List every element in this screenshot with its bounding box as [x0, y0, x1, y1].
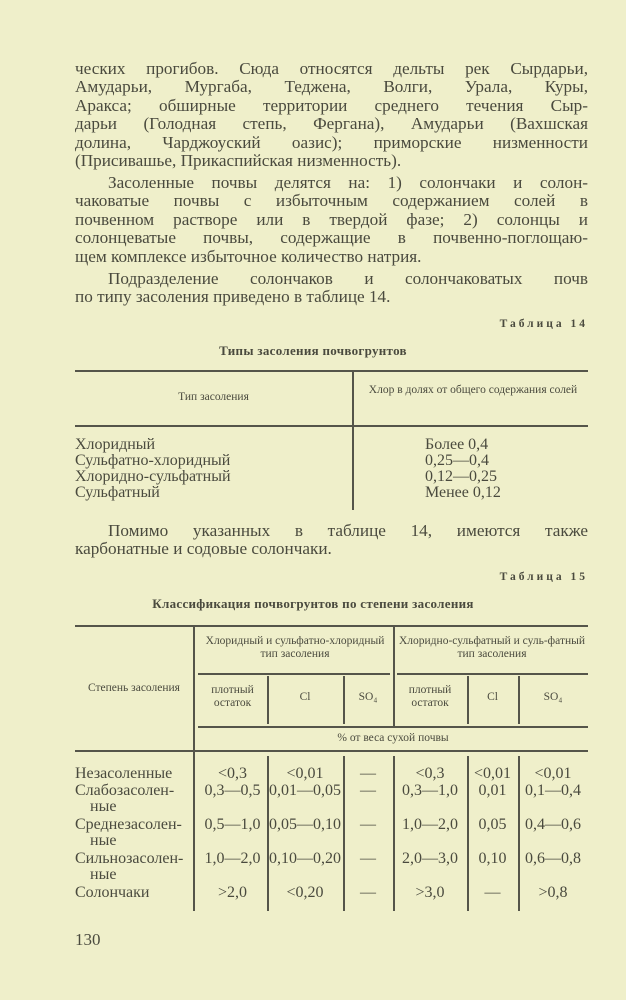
paragraph-2-line: солонцеватые почвы, содержащие в почвенно-поглощаю-: [75, 228, 588, 248]
table-14-top-rule: [75, 370, 588, 372]
table-15-cell: 0,10: [478, 850, 507, 867]
table-15-group-header: Хлоридный и сульфатно-хлоридный тип засоления: [205, 635, 385, 660]
table-15-cell: 0,01: [478, 782, 507, 799]
table-15-cell: <0,3: [415, 765, 445, 782]
paragraph-1-line: (Присивашье, Прикаспийская низменность).: [75, 151, 402, 170]
table-15-cell: 1,0—2,0: [204, 850, 261, 867]
paragraph-2-line: чаковатые почвы с избыточным содержанием солей в: [75, 191, 588, 211]
table-15-cell: 0,5—1,0: [204, 816, 261, 833]
table-15-row-label: Незасоленные: [75, 765, 173, 782]
table-15-subheader: SO₄: [543, 691, 563, 703]
table-15-group-header: Хлоридно-сульфатный и суль-фатный тип засоления: [398, 635, 586, 660]
table-15-divider: [393, 676, 395, 724]
table-15-cell: <0,3: [217, 765, 248, 782]
paragraph-2-line: почвенном растворе или в твердой фазе; 2) солонцы и: [75, 209, 588, 229]
paragraph-3-line: Подразделение солончаков и солончаковатых почв: [108, 269, 588, 288]
table-14-cell: Хлоридный: [75, 436, 156, 453]
table-15-cell: <0,20: [286, 884, 324, 901]
paragraph-1-line: Аракса; обширные территории среднего течения Сыр-: [75, 95, 588, 115]
table-15-unit: % от веса сухой почвы: [337, 732, 449, 744]
table-15-row-label: ные: [90, 832, 117, 849]
table-15-divider: [518, 676, 520, 724]
table-14-caption: Таблица 14: [499, 318, 588, 330]
paragraph-1-line: ческих прогибов. Сюда относятся дельты рек Сырдарьи,: [75, 59, 588, 78]
paragraph-1-line: дарьи (Голодная степь, Фергана), Амударьи (Вахшская: [75, 114, 588, 134]
paragraph-4-line: карбонатные и содовые солончаки.: [75, 539, 332, 559]
table-15-cell: <0,01: [473, 765, 512, 782]
table-15-cell: —: [360, 850, 376, 867]
table-15-cell: <0,01: [286, 765, 324, 782]
table-15-sub-rule: [397, 673, 588, 675]
table-15-cell: 0,3—0,5: [204, 782, 261, 799]
table-15-cell: 1,0—2,0: [402, 816, 458, 833]
table-15-caption: Таблица 15: [499, 571, 588, 583]
table-15-cell: 0,1—0,4: [525, 782, 581, 799]
table-15-unit-rule: [198, 726, 588, 728]
table-15-cell: 0,05—0,10: [269, 816, 341, 833]
table-15-subheader: плотный остаток: [211, 684, 254, 709]
table-15-subheader: Cl: [487, 691, 498, 703]
table-15-cell: —: [360, 816, 376, 833]
paragraph-4-line: Помимо указанных в таблице 14, имеются также: [108, 521, 588, 540]
table-15-title: Классификация почвогрунтов по степени засоления: [152, 596, 474, 611]
table-15-cell: —: [360, 782, 376, 799]
table-15-top-rule: [75, 625, 588, 627]
paragraph-3-line: по типу засоления приведено в таблице 14.: [75, 287, 391, 307]
paragraph-1-line: долина, Чарджоуский оазис); приморские низменности: [75, 132, 588, 152]
table-15-row-label: Солончаки: [75, 884, 150, 901]
table-15-body-rule: [75, 750, 588, 752]
table-15-row-header: Степень засоления: [88, 682, 180, 694]
page-number: 130: [75, 930, 101, 949]
table-15-row-label: Среднезасолен-: [75, 816, 182, 833]
table-15-row-label: Сильнозасолен-: [75, 850, 184, 867]
table-15-cell: 0,10—0,20: [269, 850, 341, 867]
table-15-cell: 0,6—0,8: [525, 850, 581, 867]
table-14-column-divider: [352, 370, 354, 510]
table-14-cell: Менее 0,12: [425, 484, 501, 501]
table-15-row-label: ные: [90, 798, 117, 815]
table-14-cell: Более 0,4: [425, 436, 489, 453]
table-15-subheader: SO₄: [358, 691, 378, 703]
table-15-sub-rule: [198, 673, 390, 675]
table-15-cell: >2,0: [217, 884, 248, 901]
table-15-cell: >0,8: [538, 884, 568, 901]
table-14-header-rule: [75, 425, 588, 427]
paragraph-2-line: Засоленные почвы делятся на: 1) солончаки и солон-: [108, 173, 588, 192]
table-15-cell: —: [484, 884, 501, 901]
table-14-cell: 0,12—0,25: [425, 468, 497, 485]
table-15-row-label: Слабозасолен-: [75, 782, 175, 799]
table-15-subheader: плотный остаток: [408, 684, 452, 709]
table-15-cell: <0,01: [534, 765, 572, 782]
table-15-cell: 0,3—1,0: [402, 782, 458, 799]
table-15-cell: 0,01—0,05: [269, 782, 341, 799]
table-15-divider: [467, 676, 469, 724]
table-15-cell: —: [360, 884, 376, 901]
table-14-header: Тип засоления: [178, 391, 249, 403]
table-14-title: Типы засоления почвогрунтов: [219, 343, 407, 358]
table-15-cell: >3,0: [415, 884, 445, 901]
table-15-row-label: ные: [90, 866, 117, 883]
table-15-cell: 0,05: [478, 816, 507, 833]
table-15-cell: 2,0—3,0: [402, 850, 458, 867]
table-14-header: Хлор в долях от общего содержания солей: [368, 384, 578, 396]
table-14-cell: Сульфатный: [75, 484, 160, 501]
table-15-divider: [193, 626, 195, 911]
paragraph-2-line: щем комплексе избыточное количество натрия.: [75, 246, 422, 266]
table-15-cell: —: [360, 765, 376, 782]
table-15-divider: [343, 676, 345, 724]
table-14-cell: Хлоридно-сульфатный: [75, 468, 231, 485]
table-15-cell: 0,4—0,6: [525, 816, 581, 833]
table-14-cell: 0,25—0,4: [425, 452, 489, 469]
table-15-divider: [267, 676, 269, 724]
table-15-subheader: Cl: [299, 691, 311, 703]
paragraph-1-line: Амударьи, Мургаба, Теджена, Волги, Урала, Куры,: [75, 77, 588, 97]
table-14-cell: Сульфатно-хлоридный: [75, 452, 231, 469]
